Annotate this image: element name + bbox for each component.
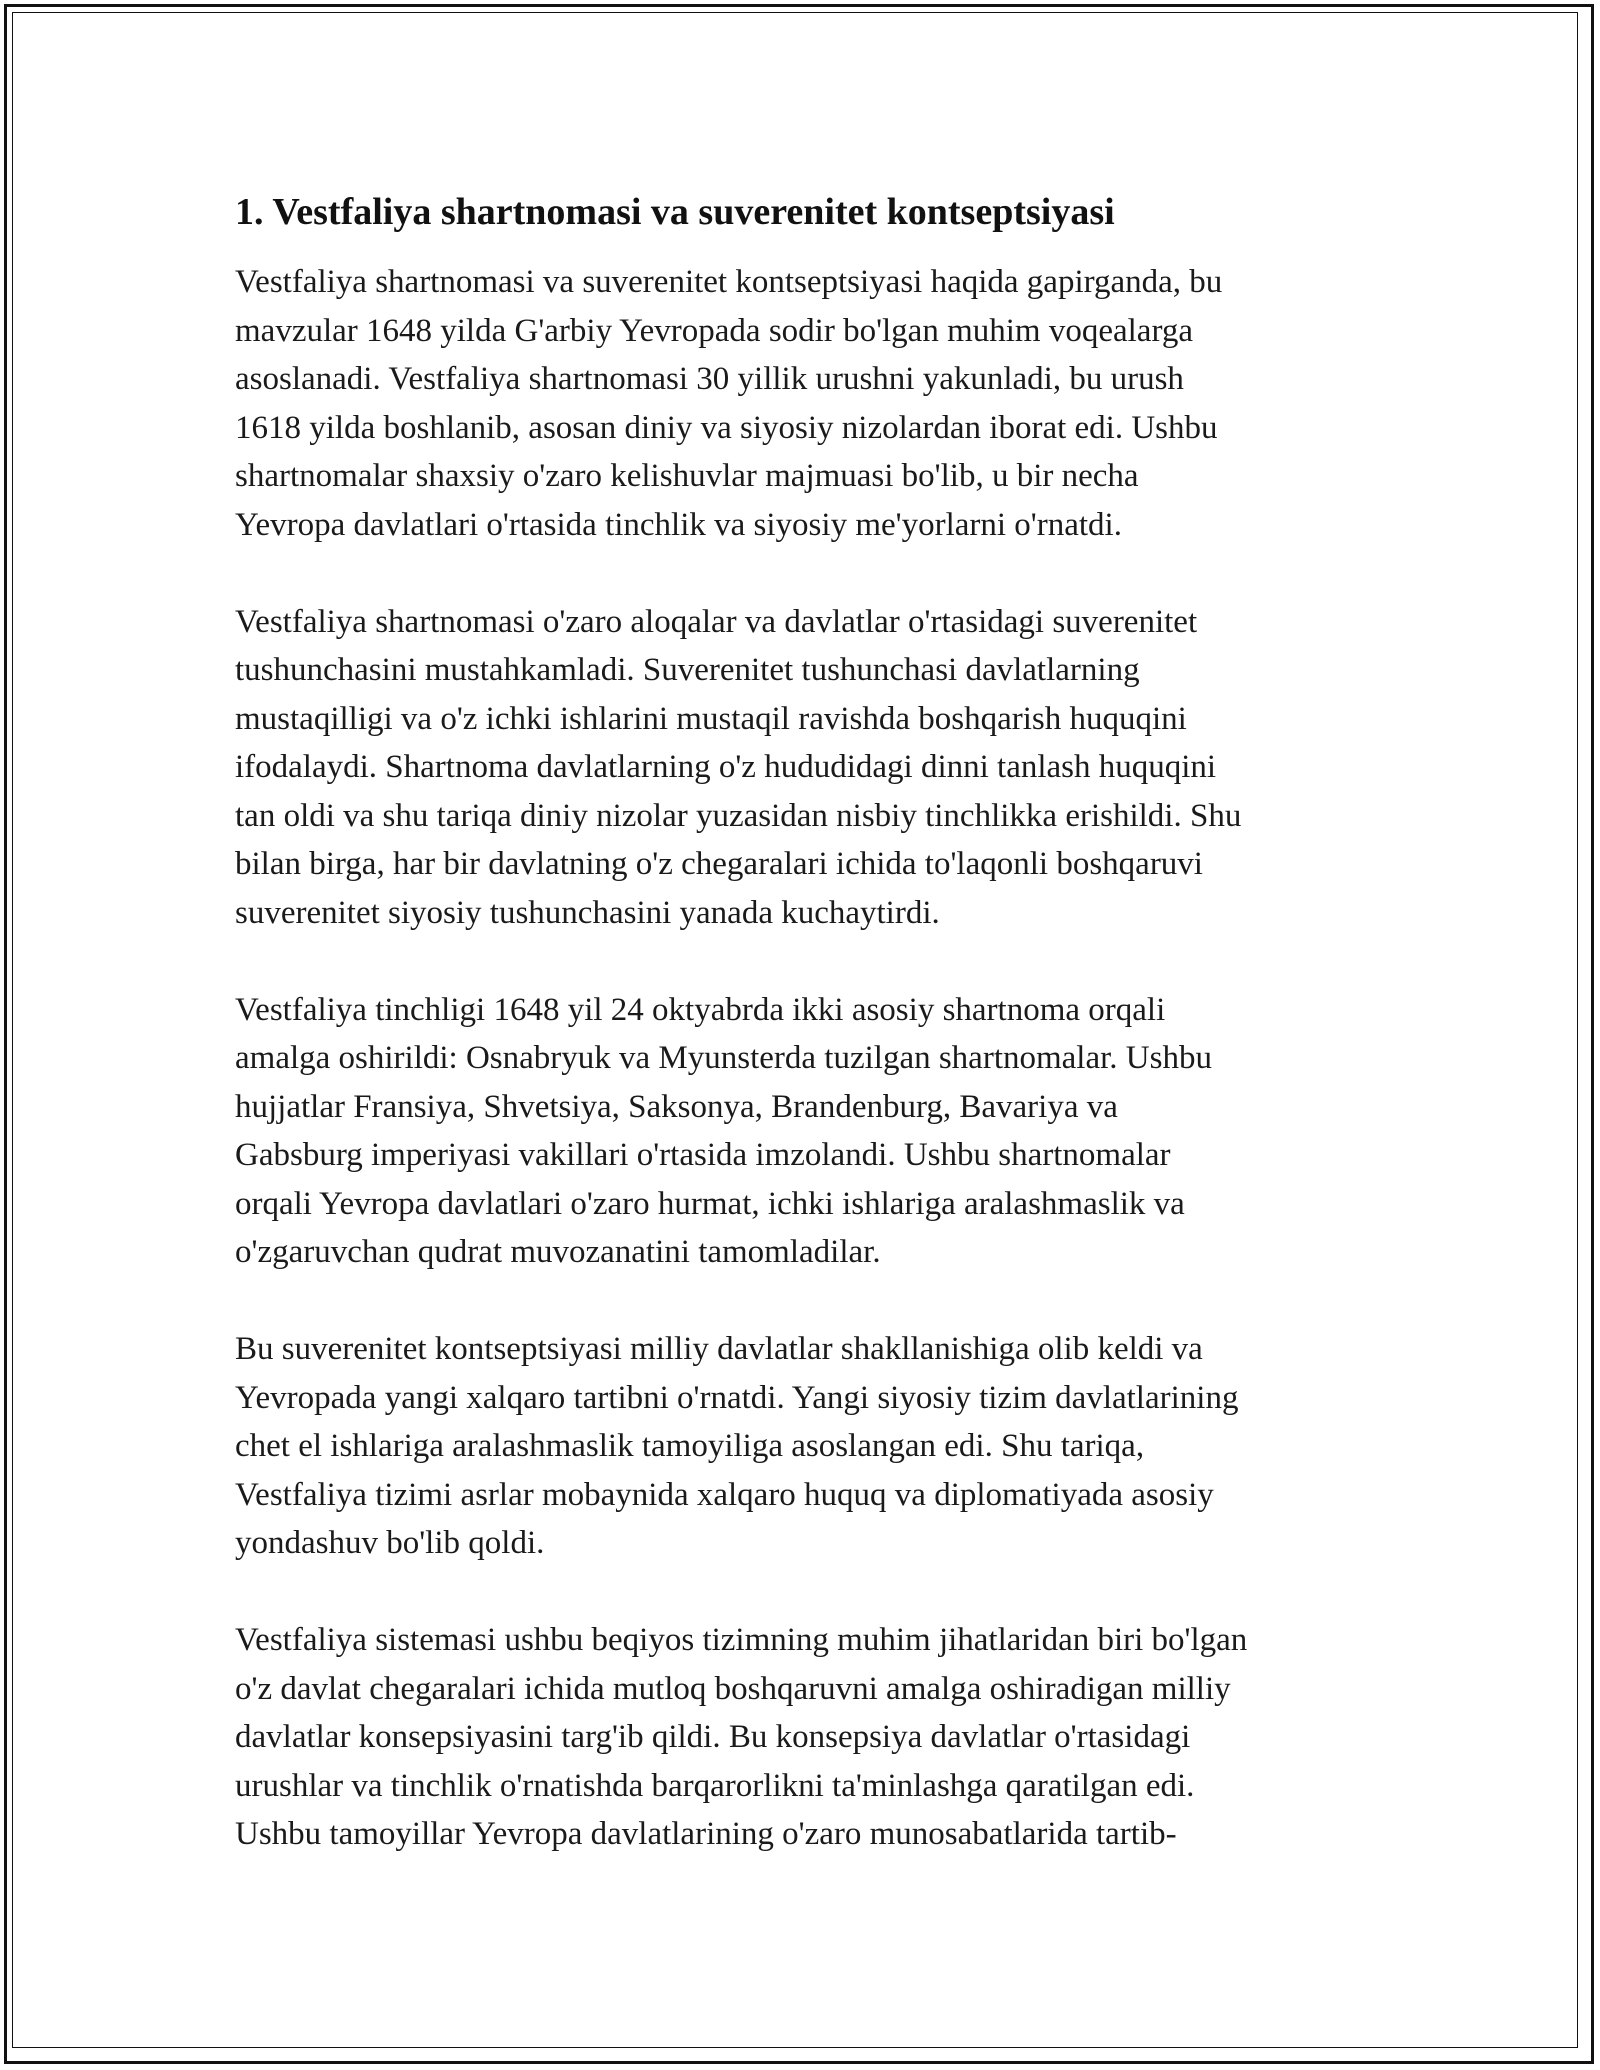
paragraph-line: yondashuv bo'lib qoldi. — [235, 1525, 545, 1561]
paragraph-line: suverenitet siyosiy tushunchasini yanada kuchaytirdi. — [235, 894, 940, 931]
paragraph-line: ifodalaydi. Shartnoma davlatlarning o'z hududidagi dinni tanlash huquqini — [235, 749, 1217, 785]
paragraph-line: tan oldi va shu tariqa diniy nizolar yuzasidan nisbiy tinchlikka erishildi. Shu — [235, 797, 1242, 834]
paragraph-1 — [235, 258, 1375, 549]
paragraph-line: Vestfaliya tizimi asrlar mobaynida xalqaro huquq va diplomatiyada asosiy — [235, 1476, 1214, 1513]
paragraph-line: mavzular 1648 yilda G'arbiy Yevropada sodir bo'lgan muhim voqealarga — [235, 312, 1193, 349]
paragraph-line: davlatlar konsepsiyasini targ'ib qildi. Bu konsepsiya davlatlar o'rtasidagi — [235, 1719, 1191, 1755]
paragraph-line: urushlar va tinchlik o'rnatishda barqarorlikni ta'minlashga qaratilgan edi. — [235, 1767, 1195, 1804]
paragraph-line: tushunchasini mustahkamladi. Suverenitet tushunchasi davlatlarning — [235, 652, 1140, 688]
paragraph-line: Ushbu tamoyillar Yevropa davlatlarining o'zaro munosabatlarida tartib- — [235, 1816, 1177, 1852]
paragraph-line: Bu suverenitet kontseptsiyasi milliy davlatlar shakllanishiga olib keldi va — [235, 1331, 1203, 1367]
paragraph-line: 1618 yilda boshlanib, asosan diniy va siyosiy nizolardan iborat edi. Ushbu — [235, 409, 1218, 446]
paragraph-line: chet el ishlariga aralashmaslik tamoyiliga asoslangan edi. Shu tariqa, — [235, 1428, 1145, 1464]
document-body — [235, 188, 1375, 1907]
paragraph-2 — [235, 598, 1375, 938]
paragraph-line: amalga oshirildi: Osnabryuk va Myunsterda tuzilgan shartnomalar. Ushbu — [235, 1040, 1212, 1076]
paragraph-line: hujjatlar Fransiya, Shvetsiya, Saksonya, Brandenburg, Bavariya va — [235, 1088, 1118, 1125]
section-heading: 1. Vestfaliya shartnomasi va suverenitet kontseptsiyasi — [235, 191, 1115, 233]
paragraph-line: Yevropada yangi xalqaro tartibni o'rnatdi. Yangi siyosiy tizim davlatlarining — [235, 1379, 1239, 1416]
paragraph-3 — [235, 986, 1375, 1277]
paragraph-line: orqali Yevropa davlatlari o'zaro hurmat, ichki ishlariga aralashmaslik va — [235, 1185, 1185, 1222]
paragraph-line: mustaqilligi va o'z ichki ishlarini mustaqil ravishda boshqarish huquqini — [235, 700, 1187, 737]
paragraph-line: bilan birga, har bir davlatning o'z chegaralari ichida to'laqonli boshqaruvi — [235, 846, 1203, 882]
paragraph-line: o'zgaruvchan qudrat muvozanatini tamomladilar. — [235, 1234, 881, 1270]
paragraph-line: Vestfaliya tinchligi 1648 yil 24 oktyabrda ikki asosiy shartnoma orqali — [235, 991, 1166, 1028]
paragraph-line: o'z davlat chegaralari ichida mutloq boshqaruvni amalga oshiradigan milliy — [235, 1670, 1231, 1707]
paragraph-line: Vestfaliya shartnomasi va suverenitet kontseptsiyasi haqida gapirganda, bu — [235, 264, 1223, 300]
paragraph-line: Yevropa davlatlari o'rtasida tinchlik va siyosiy me'yorlarni o'rnatdi. — [235, 506, 1122, 543]
paragraph-4 — [235, 1325, 1375, 1568]
paragraph-line: shartnomalar shaxsiy o'zaro kelishuvlar majmuasi bo'lib, u bir necha — [235, 458, 1139, 494]
paragraph-line: Vestfaliya sistemasi ushbu beqiyos tizimning muhim jihatlaridan biri bo'lgan — [235, 1622, 1248, 1658]
paragraph-line: asoslanadi. Vestfaliya shartnomasi 30 yillik urushni yakunladi, bu urush — [235, 361, 1184, 397]
paragraph-5 — [235, 1616, 1375, 1859]
paragraph-line: Gabsburg imperiyasi vakillari o'rtasida imzolandi. Ushbu shartnomalar — [235, 1137, 1171, 1173]
paragraph-line: Vestfaliya shartnomasi o'zaro aloqalar va davlatlar o'rtasidagi suverenitet — [235, 603, 1198, 640]
